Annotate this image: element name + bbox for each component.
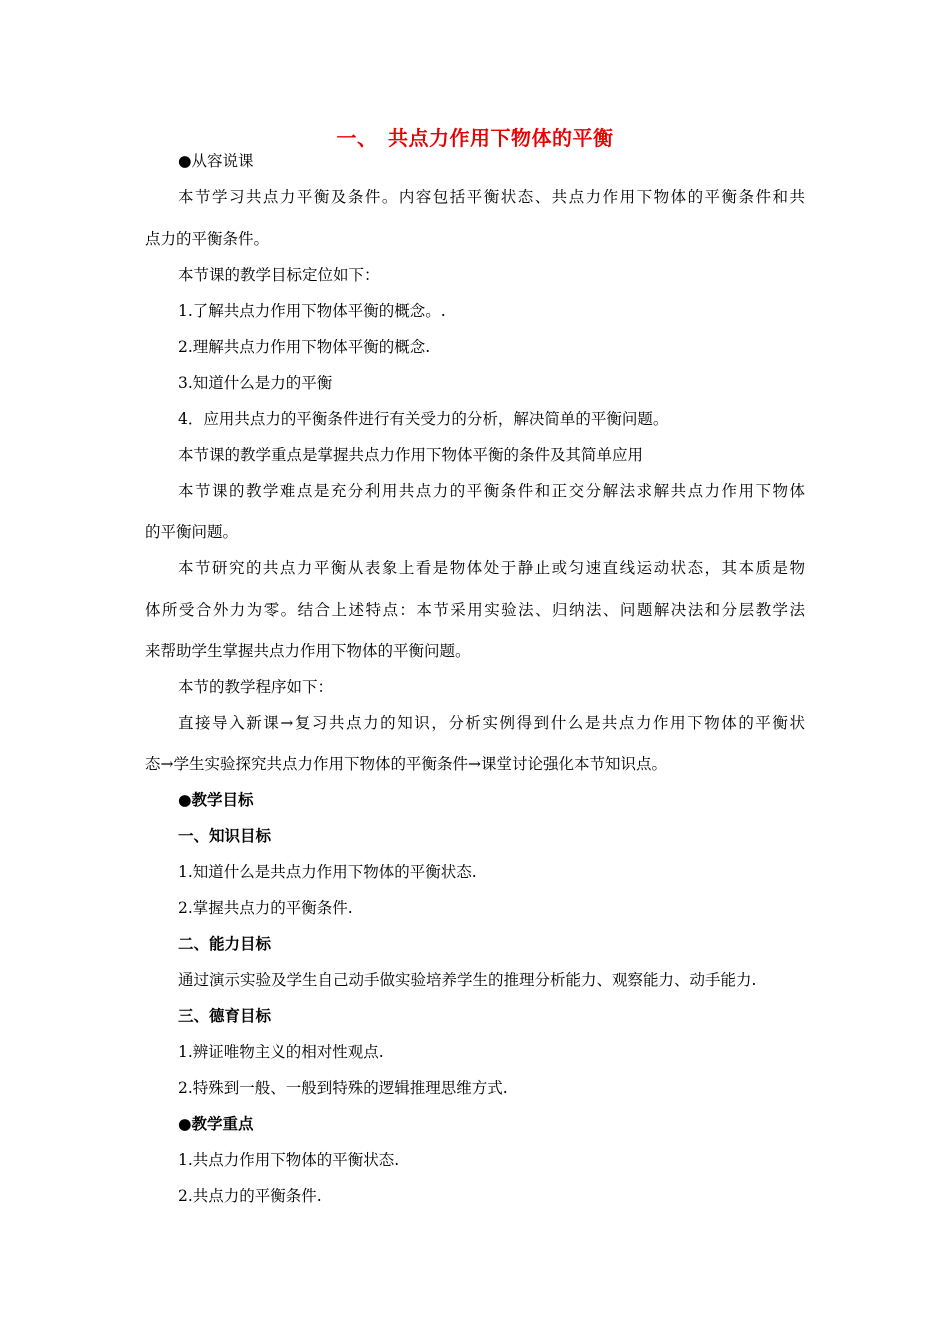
paragraph-line: 本节学习共点力平衡及条件。内容包括平衡状态、共点力作用下物体的平衡条件和共 <box>178 188 805 206</box>
paragraph-line: 直接导入新课→复习共点力的知识，分析实例得到什么是共点力作用下物体的平衡状 <box>178 714 805 732</box>
goal-item: 1.了解共点力作用下物体平衡的概念。. <box>178 302 446 320</box>
paragraph-line: 体所受合外力为零。结合上述特点：本节采用实验法、归纳法、问题解决法和分层教学法 <box>145 601 805 619</box>
paragraph-line: 的平衡问题。 <box>145 523 239 541</box>
section-heading-key-points: ●教学重点 <box>178 1115 254 1133</box>
list-item: 1.共点力作用下物体的平衡状态. <box>178 1151 400 1169</box>
goal-item: 2.理解共点力作用下物体平衡的概念. <box>178 338 431 356</box>
paragraph-line: 本节课的教学目标定位如下： <box>178 266 380 284</box>
paragraph-line: 态→学生实验探究共点力作用下物体的平衡条件→课堂讨论强化本节知识点。 <box>145 755 667 773</box>
paragraph-line: 本节研究的共点力平衡从表象上看是物体处于静止或匀速直线运动状态，其本质是物 <box>178 559 805 577</box>
list-item: 2.掌握共点力的平衡条件. <box>178 899 353 917</box>
subheading-knowledge: 一、知识目标 <box>178 827 272 845</box>
section-heading-objectives: ●教学目标 <box>178 791 254 809</box>
list-item: 1.辨证唯物主义的相对性观点. <box>178 1043 384 1061</box>
subheading-moral: 三、德育目标 <box>178 1007 272 1025</box>
paragraph-line: 本节的教学程序如下： <box>178 678 334 696</box>
subheading-ability: 二、能力目标 <box>178 935 272 953</box>
paragraph-line: 点力的平衡条件。 <box>145 230 270 248</box>
paragraph-line: 本节课的教学重点是掌握共点力作用下物体平衡的条件及其简单应用 <box>178 446 644 464</box>
page-title: 一、 共点力作用下物体的平衡 <box>336 126 614 150</box>
goal-item: 3.知道什么是力的平衡 <box>178 374 333 392</box>
section-heading-intro: ●从容说课 <box>178 152 254 170</box>
list-item: 2.共点力的平衡条件. <box>178 1187 322 1205</box>
list-item: 2.特殊到一般、一般到特殊的逻辑推理思维方式. <box>178 1079 508 1097</box>
list-item: 1.知道什么是共点力作用下物体的平衡状态. <box>178 863 477 881</box>
paragraph-line: 来帮助学生掌握共点力作用下物体的平衡问题。 <box>145 642 471 660</box>
paragraph-line: 本节课的教学难点是充分利用共点力的平衡条件和正交分解法求解共点力作用下物体 <box>178 482 805 500</box>
paragraph-line: 通过演示实验及学生自己动手做实验培养学生的推理分析能力、观察能力、动手能力. <box>178 971 757 989</box>
goal-item: 4．应用共点力的平衡条件进行有关受力的分析，解决简单的平衡问题。 <box>178 410 669 428</box>
